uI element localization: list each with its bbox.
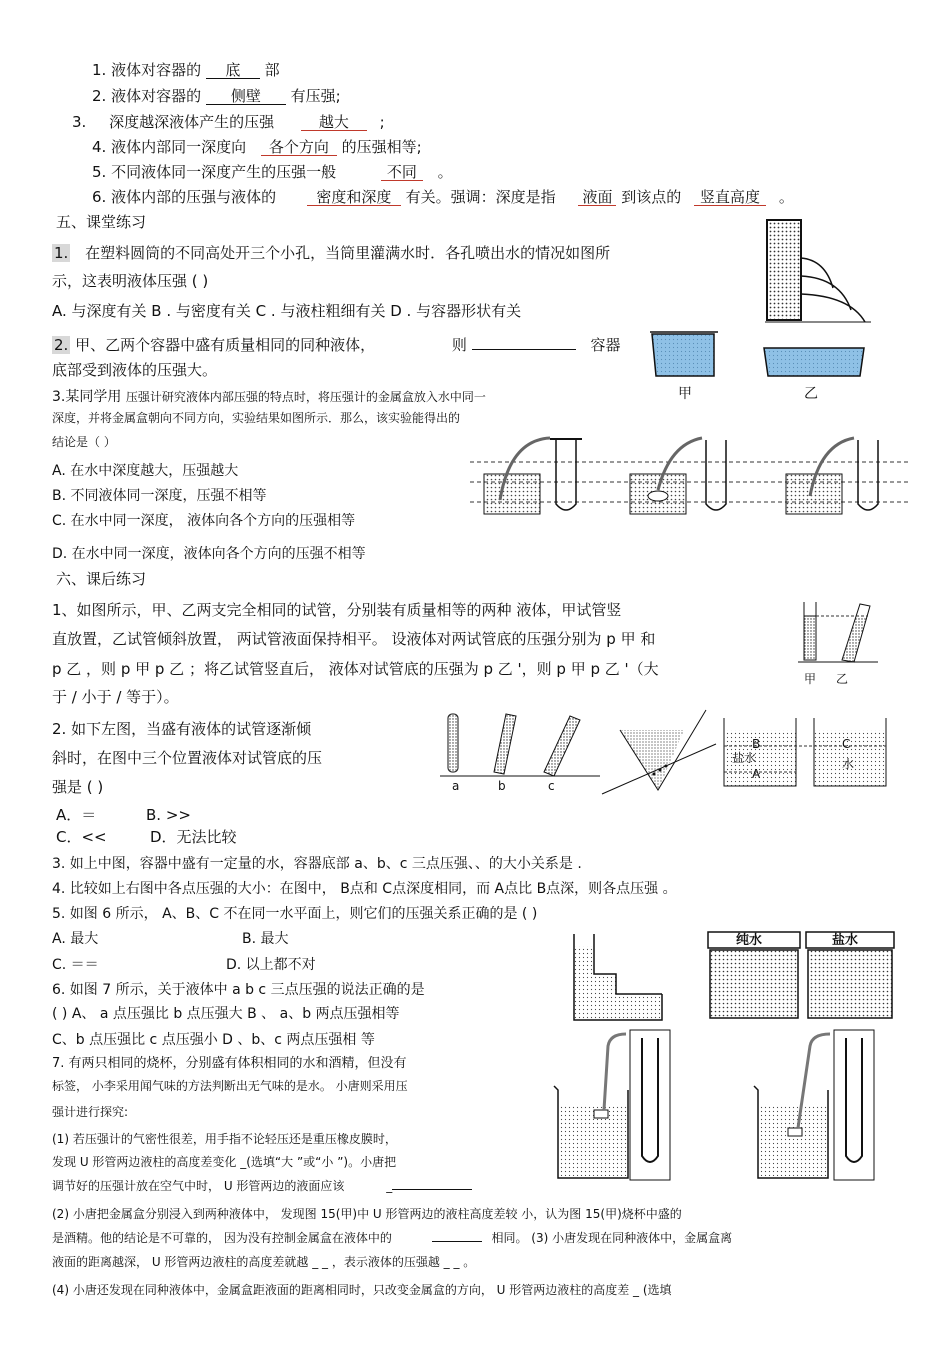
- text: 是酒精。他的结论是不可靠的， 因为没有控制金属盒在液体中的: [52, 1231, 392, 1245]
- answer-blank: 不同: [381, 165, 423, 181]
- summary-line-1: [92, 63, 280, 79]
- h5-option-a: A. 最大: [52, 931, 99, 947]
- q2-line-2: 底部受到液体的压强大。: [52, 361, 218, 379]
- figure-gauge-beakers: [548, 1026, 898, 1186]
- q1-options: A. 与深度有关 B . 与密度有关 C . 与液柱粗细有关 D . 与容器形状有关: [52, 302, 522, 320]
- text: 相同。 (3) 小唐发现在同种液体中，金属盒离: [491, 1231, 733, 1245]
- text: 6. 液体内部的压强与液体的: [92, 188, 277, 206]
- question-number: 1.: [54, 244, 69, 262]
- figure-label-yi: 乙: [804, 386, 818, 402]
- h1-line-4: 于 / 小于 / 等于）。: [52, 688, 179, 706]
- q1-line-2: 示，这表明液体压强 ( ): [52, 272, 209, 290]
- text: 有关。强调：深度是指: [405, 188, 556, 206]
- h2-option-a: A．＝: [56, 806, 97, 824]
- h1-line-2: 直放置，乙试管倾斜放置， 两试管液面保持相平。 设液体对两试管底的压强分别为 p 甲 和: [52, 630, 656, 648]
- text: 深度越深液体产生的压强: [109, 113, 275, 131]
- h2-line-3: 强是 ( ): [52, 778, 104, 796]
- answer-blank: 越大: [301, 115, 367, 131]
- h2-line-2: 斜时，在图中三个位置液体对试管底的压: [52, 749, 323, 767]
- summary-line-5: [92, 165, 453, 181]
- question-number: 2.: [54, 336, 69, 354]
- figure-tubes-jia-yi: [798, 600, 882, 670]
- h7-p1-b: 发现 U 形管两边液柱的高度差变化 _(选填“大 ”或“小 ”)。小唐把: [52, 1155, 397, 1169]
- h6-line-3: C、b 点压强比 c 点压强小 D 、b、c 两点压强相 等: [52, 1032, 375, 1048]
- label-pure-water: 纯水: [736, 933, 763, 948]
- answer-blank: 底: [206, 63, 260, 79]
- label-salt-water: 盐水: [832, 933, 859, 948]
- h7-line-2: 标签， 小李采用闻气味的方法判断出无气味的是水。 小唐则采用压: [52, 1079, 408, 1093]
- fig-label-water: 水: [842, 757, 855, 771]
- q3-line-3: 结论是（ ）: [52, 435, 116, 449]
- q2-line-1: [52, 338, 620, 353]
- figure-pressure-gauges: [470, 430, 910, 522]
- figure-slanted-container: [600, 708, 720, 798]
- figure-label-jia: 甲: [678, 386, 692, 402]
- figure-tilting-tubes: [440, 712, 600, 784]
- text: 到该点的: [621, 188, 682, 206]
- tube-label-a: a: [452, 779, 460, 793]
- h7-p1-c: [52, 1180, 472, 1192]
- q1-line-1: [52, 246, 610, 261]
- q3-option-c: C. 在水中同一深度， 液体向各个方向的压强相等: [52, 513, 356, 529]
- text: 部: [264, 61, 280, 79]
- h5-option-c: C. ＝＝: [52, 957, 99, 973]
- h7-p4: (4) 小唐还发现在同种液体中，金属盒距液面的距离相同时，只改变金属盒的方向， U 形管两边液柱的高度差 _ (选填: [52, 1283, 672, 1297]
- text: 。: [778, 188, 794, 206]
- tube-label-jia: 甲: [804, 672, 817, 686]
- h7-p2-b: [52, 1232, 732, 1244]
- h7-p1-a: (1) 若压强计的气密性很差，用手指不论轻压还是重压橡皮膜时，: [52, 1132, 397, 1146]
- h2-option-b: B. >>: [146, 806, 191, 824]
- text: 容器: [590, 336, 621, 354]
- summary-line-2: [92, 89, 341, 105]
- h2-option-d: D．无法比较: [150, 828, 237, 846]
- fig-label-c: C: [842, 737, 851, 751]
- q3-option-b: B. 不同液体同一深度，压强不相等: [52, 488, 267, 504]
- text: 5. 不同液体同一深度产生的压强一般: [92, 163, 337, 181]
- text: 有压强;: [290, 87, 341, 105]
- answer-blank: 各个方向: [261, 140, 337, 156]
- h7-p2-c: 液面的距离越深， U 形管两边液柱的高度差就越 _ _ ，表示液体的压强越 _ _ 。: [52, 1255, 476, 1269]
- fig-label-b: B: [752, 737, 761, 751]
- h4-line: 4. 比较如上右图中各点压强的大小：在图中， B点和 C点深度相同，而 A点比 B点深，则各点压强 。: [52, 881, 677, 897]
- text: 4. 液体内部同一深度向: [92, 138, 247, 156]
- text: 甲、乙两个容器中盛有质量相同的同种液体，: [75, 336, 376, 354]
- tube-label-c: c: [548, 779, 555, 793]
- h1-line-3: p 乙 ，则 p 甲 p 乙 ；将乙试管竖直后， 液体对试管底的压强为 p 乙 '，则 p 甲 p 乙 '（大: [52, 660, 659, 678]
- h2-option-c: C．<<: [56, 828, 107, 846]
- h7-line-1: 7. 有两只相同的烧杯，分别盛有体积相同的水和酒精，但没有: [52, 1056, 407, 1071]
- tube-label-yi: 乙: [836, 672, 849, 686]
- h6-line-2: ( ) A、 a 点压强比 b 点压强大 B 、 a、b 两点压强相等: [52, 1006, 400, 1022]
- text: 则: [451, 336, 467, 354]
- h5-option-b: B. 最大: [242, 931, 289, 947]
- q3-line-2: 深度，并将金属盒朝向不同方向，实验结果如图所示．那么，该实验能得出的: [52, 411, 461, 425]
- h5-option-d: D. 以上都不对: [226, 957, 316, 973]
- figure-cylinder-jets: [765, 218, 875, 328]
- answer-blank: 竖直高度: [694, 190, 766, 206]
- text: 3.某同学用: [52, 389, 122, 405]
- h7-line-3: 强计进行探究:: [52, 1105, 129, 1119]
- h3-line: 3. 如上中图，容器中盛有一定量的水，容器底部 a、b、c 三点压强、、的大小关系是 .: [52, 856, 582, 872]
- text: 2. 液体对容器的: [92, 87, 202, 105]
- figure-pure-salt-beakers: [706, 930, 896, 1022]
- summary-line-3: [72, 115, 385, 131]
- h7-p2-a: (2) 小唐把金属盒分别浸入到两种液体中， 发现图 15(甲)中 U 形管两边的液柱高度差较 小，认为图 15(甲)烧杯中盛的: [52, 1207, 682, 1221]
- h6-line-1: 6. 如图 7 所示，关于液体中 a b c 三点压强的说法正确的是: [52, 982, 425, 998]
- section-title-6: 六、课后练习: [56, 570, 147, 588]
- figure-stepped-container: [570, 932, 666, 1024]
- fig-label-a: A: [752, 767, 761, 781]
- text: 3.: [72, 113, 87, 131]
- q3-option-d: D. 在水中同一深度，液体向各个方向的压强不相等: [52, 546, 366, 562]
- text: 1. 液体对容器的: [92, 61, 202, 79]
- answer-blank: 液面: [578, 190, 616, 206]
- h2-line-1: 2. 如下左图，当盛有液体的试管逐渐倾: [52, 720, 312, 738]
- fig-label-salt: 盐水: [732, 751, 757, 765]
- answer-blank: 密度和深度: [307, 190, 401, 206]
- text: 压强计研究液体内部压强的特点时，将压强计的金属盒放入水中同一: [125, 390, 486, 404]
- summary-line-6: [92, 190, 794, 206]
- q3-line-1: [52, 390, 486, 404]
- h1-line-1: 1、如图所示，甲、乙两支完全相同的试管，分别装有质量相等的两种 液体，甲试管竖: [52, 601, 622, 619]
- text: 调节好的压强计放在空气中时， U 形管两边的液面应该: [52, 1179, 345, 1193]
- text: 。: [437, 163, 453, 181]
- q3-option-a: A. 在水中深度越大，压强越大: [52, 463, 239, 479]
- text: 的压强相等;: [341, 138, 422, 156]
- text: 在塑料圆筒的不同高处开三个小孔，当筒里灌满水时．各孔喷出水的情况如图所: [85, 244, 611, 262]
- text: _: [386, 1179, 393, 1193]
- tube-label-b: b: [498, 779, 506, 793]
- h5-line-1: 5. 如图 6 所示， A、B、C 不在同一水平面上，则它们的压强关系正确的是 ( ): [52, 906, 538, 922]
- summary-line-4: [92, 140, 422, 156]
- text: ;: [379, 113, 385, 131]
- section-title-5: 五、课堂练习: [56, 213, 147, 231]
- answer-blank: 侧壁: [206, 89, 286, 105]
